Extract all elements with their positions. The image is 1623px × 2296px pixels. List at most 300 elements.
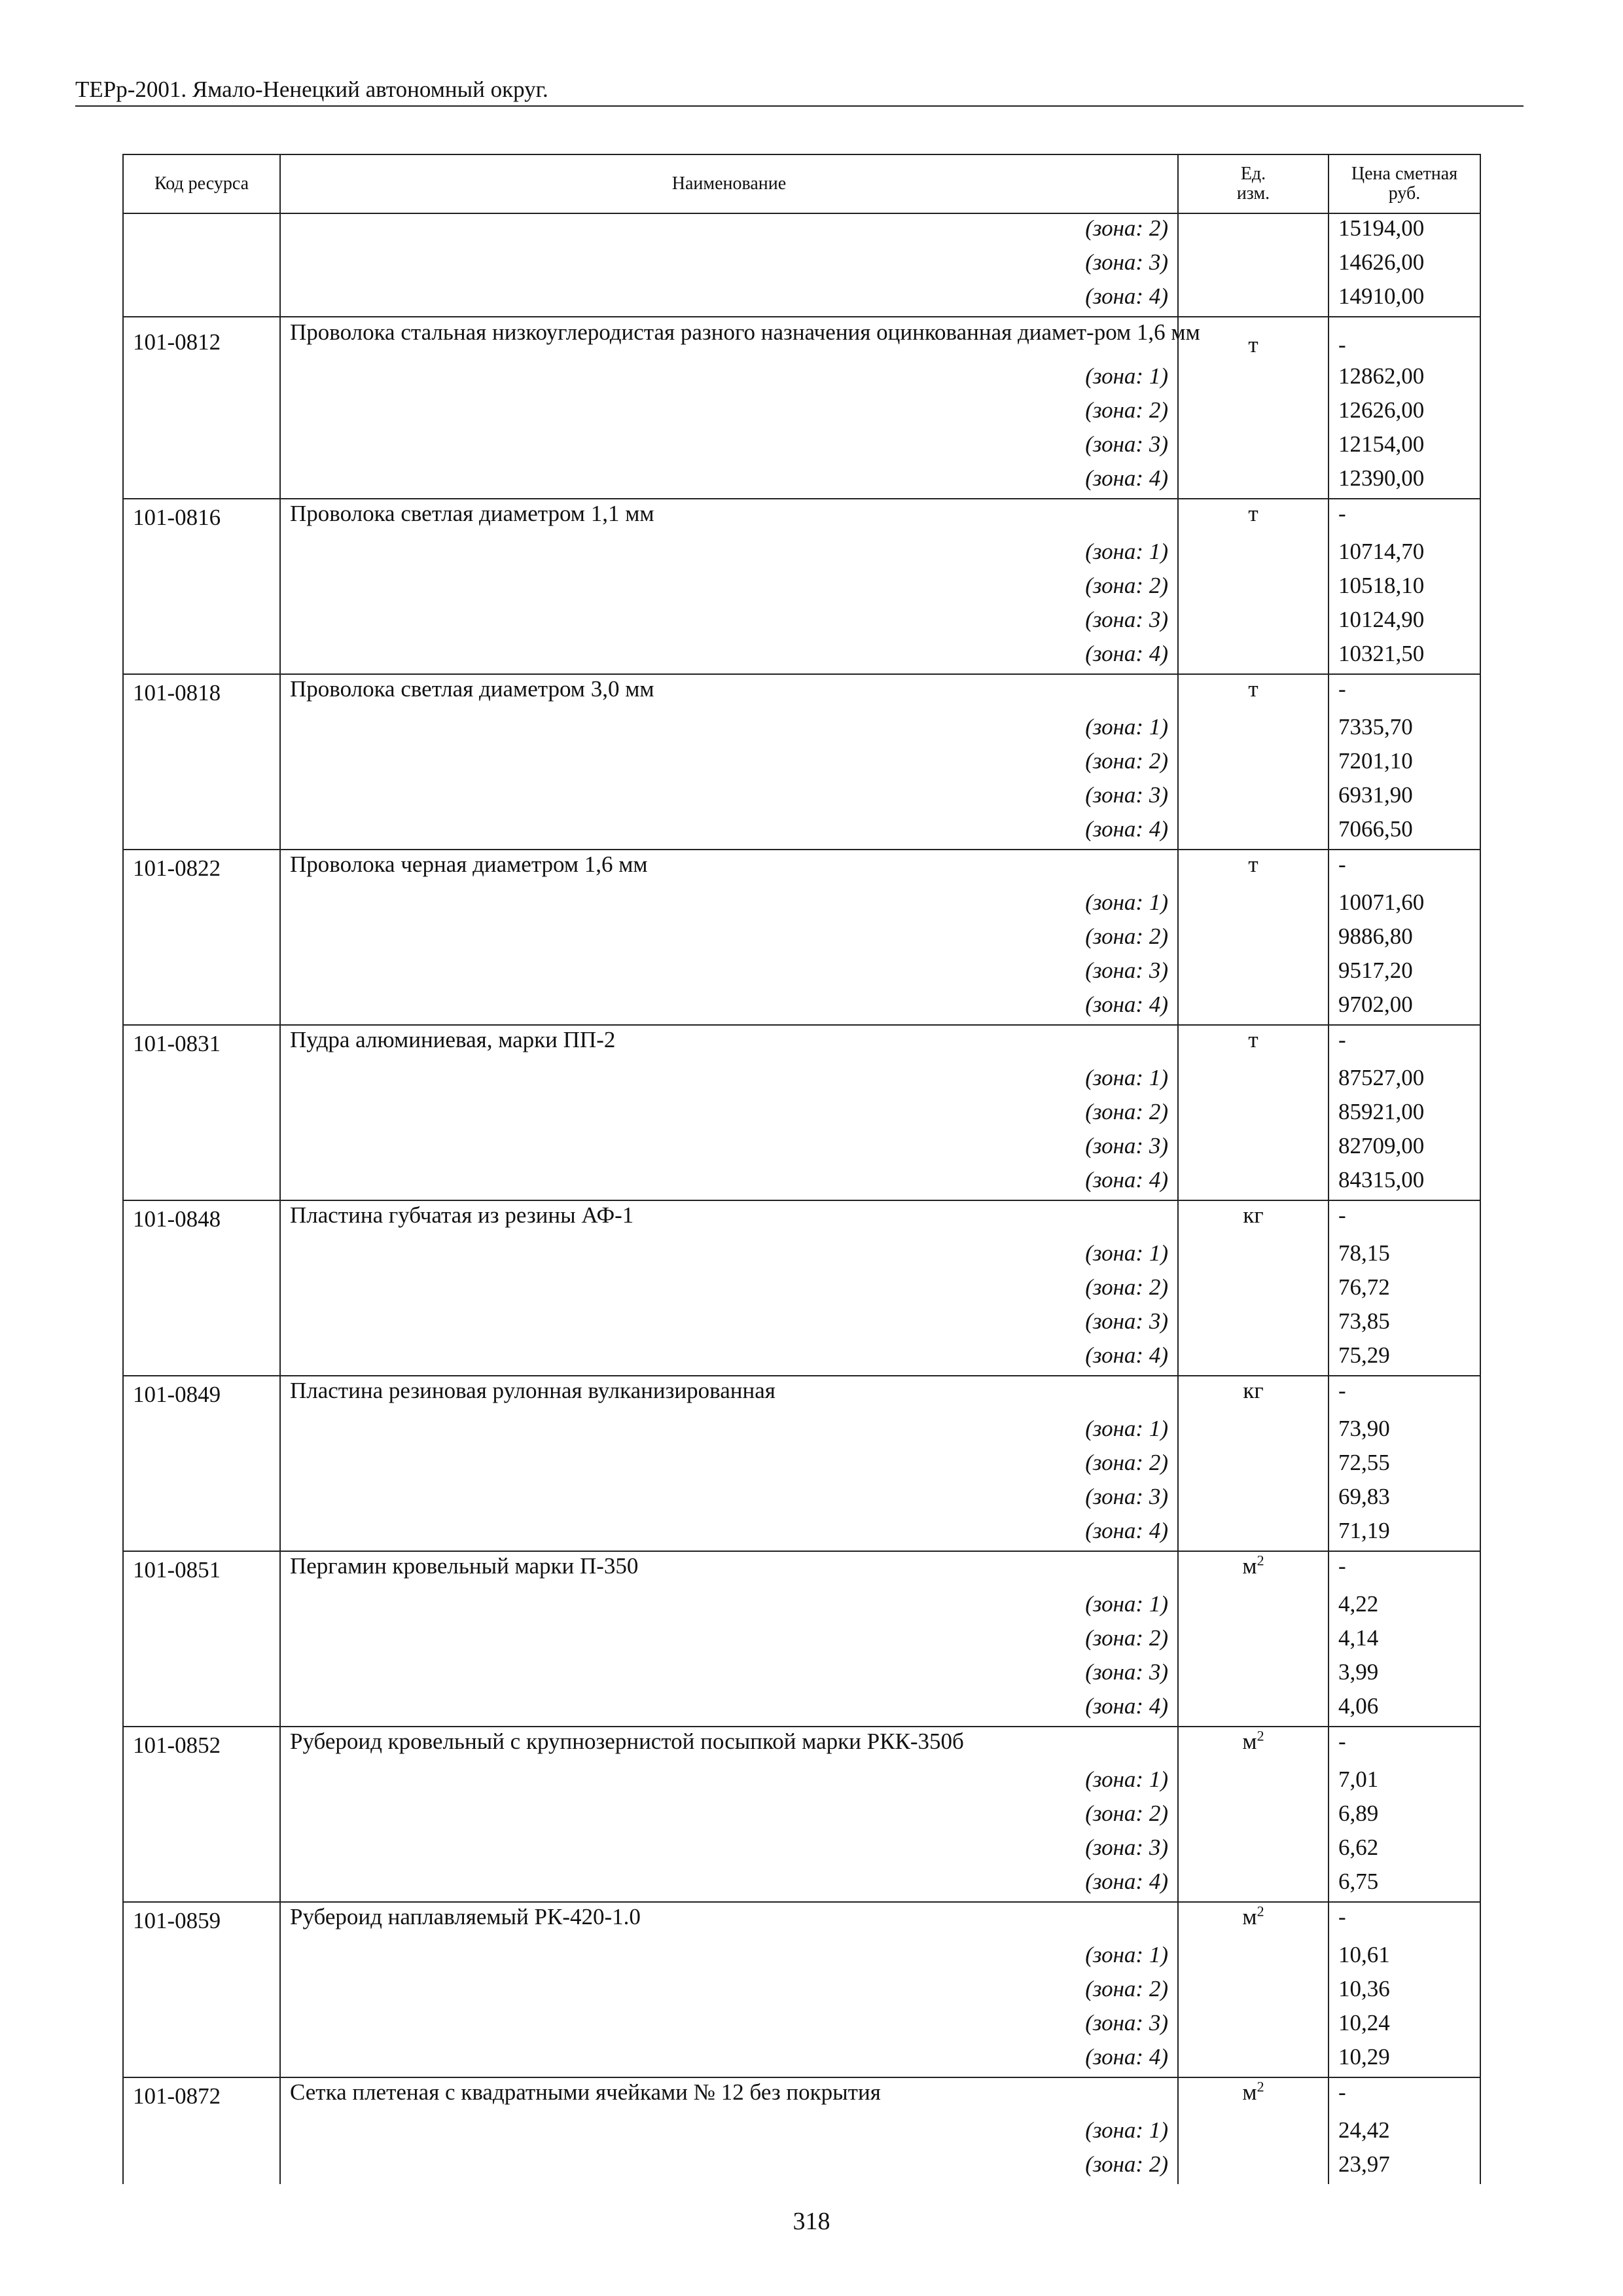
unit-cell (1178, 1902, 1329, 1941)
zone-price: 10071,60 (1329, 888, 1480, 922)
page-number: 318 (793, 2208, 830, 2235)
zone-label: (зона: 3) (280, 1482, 1178, 1516)
unit-cell (1178, 1867, 1329, 1902)
zone-label: (зона: 1) (280, 1590, 1178, 1624)
code-cell (123, 1975, 280, 2009)
zone-label: (зона: 2) (280, 213, 1178, 248)
zone-price: 75,29 (1329, 1341, 1480, 1376)
unit-superscript: 2 (1257, 1727, 1264, 1744)
base-price: - (1329, 1200, 1480, 1239)
code-cell (123, 248, 280, 282)
table-row-item (123, 317, 1480, 362)
zone-label: (зона: 3) (280, 781, 1178, 815)
code-cell (123, 922, 280, 956)
code-cell (123, 1482, 280, 1516)
unit-cell (1178, 430, 1329, 464)
zone-label: (зона: 2) (280, 1624, 1178, 1658)
zone-price: 9702,00 (1329, 990, 1480, 1025)
unit-cell (1178, 499, 1329, 537)
code-cell (123, 605, 280, 639)
unit-label: м (1242, 1904, 1257, 1929)
table-header-row (123, 154, 1480, 213)
zone-label: (зона: 4) (280, 1867, 1178, 1902)
zone-label: (зона: 4) (280, 1516, 1178, 1551)
unit-cell (1178, 1799, 1329, 1833)
price-cell: 14626,00 (1329, 248, 1480, 282)
zone-price: 7335,70 (1329, 713, 1480, 747)
resource-code: 101-0812 (123, 317, 280, 362)
table-row-item (123, 499, 1480, 537)
table-row-zone (123, 922, 1480, 956)
unit-cell (1178, 1200, 1329, 1239)
code-cell (123, 1867, 280, 1902)
unit-cell (1178, 781, 1329, 815)
zone-label: (зона: 4) (280, 1341, 1178, 1376)
zone-label: (зона: 2) (280, 922, 1178, 956)
unit-cell (1178, 1414, 1329, 1448)
unit-cell (1178, 674, 1329, 713)
zone-price: 6,62 (1329, 1833, 1480, 1867)
code-cell (123, 1448, 280, 1482)
zone-label: (зона: 1) (280, 1414, 1178, 1448)
unit-cell (1178, 362, 1329, 396)
zone-label: (зона: 1) (280, 1064, 1178, 1098)
table-row-zone (123, 1166, 1480, 1200)
table-row-zone (123, 1341, 1480, 1376)
base-price: - (1329, 1376, 1480, 1414)
zone-price: 10124,90 (1329, 605, 1480, 639)
table-row-zone (123, 430, 1480, 464)
zone-label: (зона: 1) (280, 362, 1178, 396)
zone-price: 10518,10 (1329, 571, 1480, 605)
code-cell (123, 362, 280, 396)
unit-cell (1178, 1307, 1329, 1341)
unit-cell (1178, 396, 1329, 430)
resource-code: 101-0852 (123, 1727, 280, 1765)
unit-label: м (1242, 1553, 1257, 1579)
zone-label: (зона: 3) (280, 1658, 1178, 1692)
unit-cell (1178, 605, 1329, 639)
table-row-item (123, 850, 1480, 888)
zone-price: 12390,00 (1329, 464, 1480, 499)
unit-label: т (1248, 501, 1258, 526)
resource-code: 101-0872 (123, 2077, 280, 2116)
table-row-item (123, 1025, 1480, 1064)
table-row-zone (123, 1867, 1480, 1902)
resource-name: Сетка плетеная с квадратными ячейками № 12 без покрытия (280, 2077, 1178, 2116)
zone-price: 12154,00 (1329, 430, 1480, 464)
resource-name: Пластина губчатая из резины АФ-1 (280, 1200, 1178, 1239)
zone-price: 9517,20 (1329, 956, 1480, 990)
table-row-zone (123, 1064, 1480, 1098)
zone-price: 84315,00 (1329, 1166, 1480, 1200)
base-price: - (1329, 499, 1480, 537)
code-cell (123, 1166, 280, 1200)
zone-price: 9886,80 (1329, 922, 1480, 956)
unit-cell (1178, 1551, 1329, 1590)
code-cell (123, 464, 280, 499)
code-cell (123, 1414, 280, 1448)
table-row-zone (123, 2116, 1480, 2150)
code-cell (123, 2009, 280, 2043)
zone-price: 73,85 (1329, 1307, 1480, 1341)
table-row-zone (123, 1692, 1480, 1727)
table-row-zone (123, 1239, 1480, 1273)
zone-price: 6,75 (1329, 1867, 1480, 1902)
unit-cell (1178, 2116, 1329, 2150)
base-price: - (1329, 1902, 1480, 1941)
resource-code: 101-0816 (123, 499, 280, 537)
unit-cell (1178, 213, 1329, 248)
code-cell (123, 2150, 280, 2184)
zone-price: 3,99 (1329, 1658, 1480, 1692)
unit-cell (1178, 2150, 1329, 2184)
unit-cell (1178, 922, 1329, 956)
unit-label: кг (1243, 1202, 1264, 1228)
zone-price: 10,29 (1329, 2043, 1480, 2077)
code-cell (123, 282, 280, 317)
table-row-zone (123, 1482, 1480, 1516)
zone-price: 6931,90 (1329, 781, 1480, 815)
unit-cell (1178, 1624, 1329, 1658)
unit-cell (1178, 571, 1329, 605)
zone-price: 7066,50 (1329, 815, 1480, 850)
zone-label: (зона: 2) (280, 1098, 1178, 1132)
unit-superscript: 2 (1257, 2078, 1264, 2095)
unit-cell (1178, 282, 1329, 317)
table-row-zone (123, 2009, 1480, 2043)
zone-price: 4,22 (1329, 1590, 1480, 1624)
code-cell (123, 815, 280, 850)
unit-cell (1178, 464, 1329, 499)
code-cell (123, 1239, 280, 1273)
code-cell (123, 1098, 280, 1132)
table-row-zone (123, 990, 1480, 1025)
table-row-zone (123, 1941, 1480, 1975)
table-row-zone (123, 713, 1480, 747)
zone-price: 73,90 (1329, 1414, 1480, 1448)
zone-price: 12862,00 (1329, 362, 1480, 396)
unit-superscript: 2 (1257, 1552, 1264, 1569)
resource-code: 101-0851 (123, 1551, 280, 1590)
zone-label: (зона: 4) (280, 990, 1178, 1025)
table-row-item (123, 1902, 1480, 1941)
code-cell (123, 990, 280, 1025)
table-row-zone (123, 1799, 1480, 1833)
code-cell (123, 1341, 280, 1376)
zone-price: 7201,10 (1329, 747, 1480, 781)
unit-cell (1178, 1341, 1329, 1376)
zone-label: (зона: 1) (280, 1765, 1178, 1799)
code-cell (123, 1941, 280, 1975)
unit-cell (1178, 1239, 1329, 1273)
table-row (123, 213, 1480, 248)
zone-label: (зона: 3) (280, 1833, 1178, 1867)
zone-label: (зона: 1) (280, 1941, 1178, 1975)
unit-cell (1178, 1658, 1329, 1692)
unit-cell (1178, 850, 1329, 888)
zone-label: (зона: 2) (280, 571, 1178, 605)
zone-price: 85921,00 (1329, 1098, 1480, 1132)
code-cell (123, 2116, 280, 2150)
code-cell (123, 888, 280, 922)
zone-label: (зона: 3) (280, 956, 1178, 990)
resource-code: 101-0831 (123, 1025, 280, 1064)
resource-name: Проволока светлая диаметром 3,0 мм (280, 674, 1178, 713)
unit-cell (1178, 1727, 1329, 1765)
code-cell (123, 571, 280, 605)
resource-code: 101-0849 (123, 1376, 280, 1414)
code-cell (123, 2043, 280, 2077)
code-cell (123, 781, 280, 815)
table-row-zone (123, 1273, 1480, 1307)
table-row (123, 282, 1480, 317)
code-cell (123, 1307, 280, 1341)
unit-label: т (1248, 1027, 1258, 1052)
table-row-item (123, 674, 1480, 713)
unit-cell (1178, 317, 1329, 362)
resource-code: 101-0848 (123, 1200, 280, 1239)
table-row-zone (123, 362, 1480, 396)
table-row-zone (123, 1590, 1480, 1624)
unit-cell (1178, 2009, 1329, 2043)
col-header-unit: Ед. изм. (1178, 154, 1329, 213)
code-cell (123, 396, 280, 430)
unit-cell (1178, 1098, 1329, 1132)
table-row (123, 248, 1480, 282)
table-row-zone (123, 815, 1480, 850)
unit-label: м (1242, 1729, 1257, 1754)
zone-price: 71,19 (1329, 1516, 1480, 1551)
zone-label: (зона: 3) (280, 605, 1178, 639)
code-cell (123, 1833, 280, 1867)
zone-label: (зона: 4) (280, 1166, 1178, 1200)
zone-price: 76,72 (1329, 1273, 1480, 1307)
code-cell (123, 1624, 280, 1658)
unit-cell (1178, 1166, 1329, 1200)
code-cell (123, 747, 280, 781)
zone-price: 82709,00 (1329, 1132, 1480, 1166)
running-header: ТЕРр-2001. Ямало-Ненецкий автономный округ. (75, 77, 548, 102)
unit-cell (1178, 1273, 1329, 1307)
table-row-zone (123, 464, 1480, 499)
unit-cell (1178, 1516, 1329, 1551)
table-row-zone (123, 2150, 1480, 2184)
code-cell (123, 430, 280, 464)
table-row-zone (123, 605, 1480, 639)
resource-code: 101-0818 (123, 674, 280, 713)
table-row-zone (123, 1307, 1480, 1341)
zone-price: 72,55 (1329, 1448, 1480, 1482)
code-cell (123, 1064, 280, 1098)
table-row-zone (123, 1975, 1480, 2009)
price-cell: 14910,00 (1329, 282, 1480, 317)
zone-price: 10714,70 (1329, 537, 1480, 571)
zone-label: (зона: 1) (280, 2116, 1178, 2150)
base-price: - (1329, 1025, 1480, 1064)
unit-cell (1178, 747, 1329, 781)
zone-price: 10,24 (1329, 2009, 1480, 2043)
header-rule (75, 105, 1524, 107)
code-cell (123, 1692, 280, 1727)
price-table (122, 154, 1481, 2184)
zone-label: (зона: 2) (280, 747, 1178, 781)
table-row-zone (123, 1414, 1480, 1448)
code-cell (123, 956, 280, 990)
unit-cell (1178, 1941, 1329, 1975)
code-cell (123, 1658, 280, 1692)
unit-label: м (1242, 2079, 1257, 2105)
zone-price: 10321,50 (1329, 639, 1480, 674)
price-cell: 15194,00 (1329, 213, 1480, 248)
code-cell (123, 213, 280, 248)
code-cell (123, 1516, 280, 1551)
zone-price: 10,36 (1329, 1975, 1480, 2009)
zone-price: 4,14 (1329, 1624, 1480, 1658)
zone-label: (зона: 4) (280, 2043, 1178, 2077)
zone-label: (зона: 3) (280, 2009, 1178, 2043)
unit-cell (1178, 1025, 1329, 1064)
table-row-zone (123, 2043, 1480, 2077)
col-header-code: Код ресурса (123, 154, 280, 213)
zone-label: (зона: 4) (280, 1692, 1178, 1727)
resource-code: 101-0822 (123, 850, 280, 888)
unit-cell (1178, 888, 1329, 922)
table-row-zone (123, 888, 1480, 922)
unit-cell (1178, 248, 1329, 282)
unit-cell (1178, 1482, 1329, 1516)
unit-cell (1178, 1765, 1329, 1799)
zone-price: 6,89 (1329, 1799, 1480, 1833)
resource-name: Пластина резиновая рулонная вулканизированная (280, 1376, 1178, 1414)
resource-name: Рубероид наплавляемый РК-420-1.0 (280, 1902, 1178, 1941)
col-header-name: Наименование (280, 154, 1178, 213)
code-cell (123, 537, 280, 571)
unit-cell (1178, 2077, 1329, 2116)
unit-cell (1178, 1064, 1329, 1098)
zone-label: (зона: 2) (280, 1273, 1178, 1307)
table-row-zone (123, 1833, 1480, 1867)
resource-name: Пудра алюминиевая, марки ПП-2 (280, 1025, 1178, 1064)
table-row-zone (123, 1765, 1480, 1799)
zone-price: 12626,00 (1329, 396, 1480, 430)
unit-label: т (1248, 676, 1258, 702)
unit-cell (1178, 1975, 1329, 2009)
zone-price: 4,06 (1329, 1692, 1480, 1727)
unit-cell (1178, 1132, 1329, 1166)
resource-name: Рубероид кровельный с крупнозернистой посыпкой марки РКК-350б (280, 1727, 1178, 1765)
zone-label: (зона: 1) (280, 537, 1178, 571)
code-cell (123, 713, 280, 747)
zone-label: (зона: 4) (280, 464, 1178, 499)
table-row-zone (123, 956, 1480, 990)
zone-label: (зона: 1) (280, 1239, 1178, 1273)
col-header-price: Цена сметная руб. (1329, 154, 1480, 213)
zone-label: (зона: 3) (280, 1132, 1178, 1166)
unit-label: т (1248, 332, 1258, 357)
table-row-item (123, 2077, 1480, 2116)
zone-label: (зона: 2) (280, 1975, 1178, 2009)
zone-price: 24,42 (1329, 2116, 1480, 2150)
zone-label: (зона: 2) (280, 1799, 1178, 1833)
resource-name: Проволока светлая диаметром 1,1 мм (280, 499, 1178, 537)
table-row-item (123, 1200, 1480, 1239)
table-row-zone (123, 1624, 1480, 1658)
unit-cell (1178, 1692, 1329, 1727)
unit-cell (1178, 1590, 1329, 1624)
base-price: - (1329, 317, 1480, 362)
unit-cell (1178, 956, 1329, 990)
unit-cell (1178, 713, 1329, 747)
resource-name: Пергамин кровельный марки П-350 (280, 1551, 1178, 1590)
code-cell (123, 1799, 280, 1833)
zone-label: (зона: 3) (280, 430, 1178, 464)
base-price: - (1329, 1551, 1480, 1590)
code-cell (123, 1132, 280, 1166)
zone-price: 69,83 (1329, 1482, 1480, 1516)
zone-label: (зона: 2) (280, 2150, 1178, 2184)
code-cell (123, 1273, 280, 1307)
unit-cell (1178, 990, 1329, 1025)
zone-label: (зона: 3) (280, 1307, 1178, 1341)
resource-name: Проволока стальная низкоуглеродистая разного назначения оцинкованная диамет-ром 1,6 мм (280, 317, 1178, 362)
resource-name: Проволока черная диаметром 1,6 мм (280, 850, 1178, 888)
table-row-zone (123, 1658, 1480, 1692)
table-row-zone (123, 537, 1480, 571)
base-price: - (1329, 2077, 1480, 2116)
table-row-zone (123, 571, 1480, 605)
table-row-item (123, 1551, 1480, 1590)
unit-cell (1178, 1833, 1329, 1867)
table-row-zone (123, 1448, 1480, 1482)
code-cell (123, 639, 280, 674)
resource-code: 101-0859 (123, 1902, 280, 1941)
table-row-zone (123, 639, 1480, 674)
unit-cell (1178, 815, 1329, 850)
zone-price: 23,97 (1329, 2150, 1480, 2184)
table-row-item (123, 1727, 1480, 1765)
table-row-zone (123, 747, 1480, 781)
zone-label: (зона: 1) (280, 888, 1178, 922)
zone-label: (зона: 3) (280, 248, 1178, 282)
unit-label: т (1248, 852, 1258, 877)
zone-label: (зона: 2) (280, 1448, 1178, 1482)
zone-price: 7,01 (1329, 1765, 1480, 1799)
unit-cell (1178, 639, 1329, 674)
unit-cell (1178, 1376, 1329, 1414)
table-row-item (123, 1376, 1480, 1414)
unit-label: кг (1243, 1378, 1264, 1403)
zone-price: 87527,00 (1329, 1064, 1480, 1098)
zone-label: (зона: 2) (280, 396, 1178, 430)
zone-label: (зона: 1) (280, 713, 1178, 747)
code-cell (123, 1590, 280, 1624)
base-price: - (1329, 850, 1480, 888)
zone-label: (зона: 4) (280, 639, 1178, 674)
zone-label: (зона: 4) (280, 815, 1178, 850)
code-cell (123, 1765, 280, 1799)
table-row-zone (123, 781, 1480, 815)
unit-cell (1178, 537, 1329, 571)
table-row-zone (123, 1516, 1480, 1551)
base-price: - (1329, 1727, 1480, 1765)
table-row-zone (123, 1098, 1480, 1132)
unit-superscript: 2 (1257, 1903, 1264, 1920)
unit-cell (1178, 2043, 1329, 2077)
zone-price: 78,15 (1329, 1239, 1480, 1273)
unit-cell (1178, 1448, 1329, 1482)
table-row-zone (123, 396, 1480, 430)
